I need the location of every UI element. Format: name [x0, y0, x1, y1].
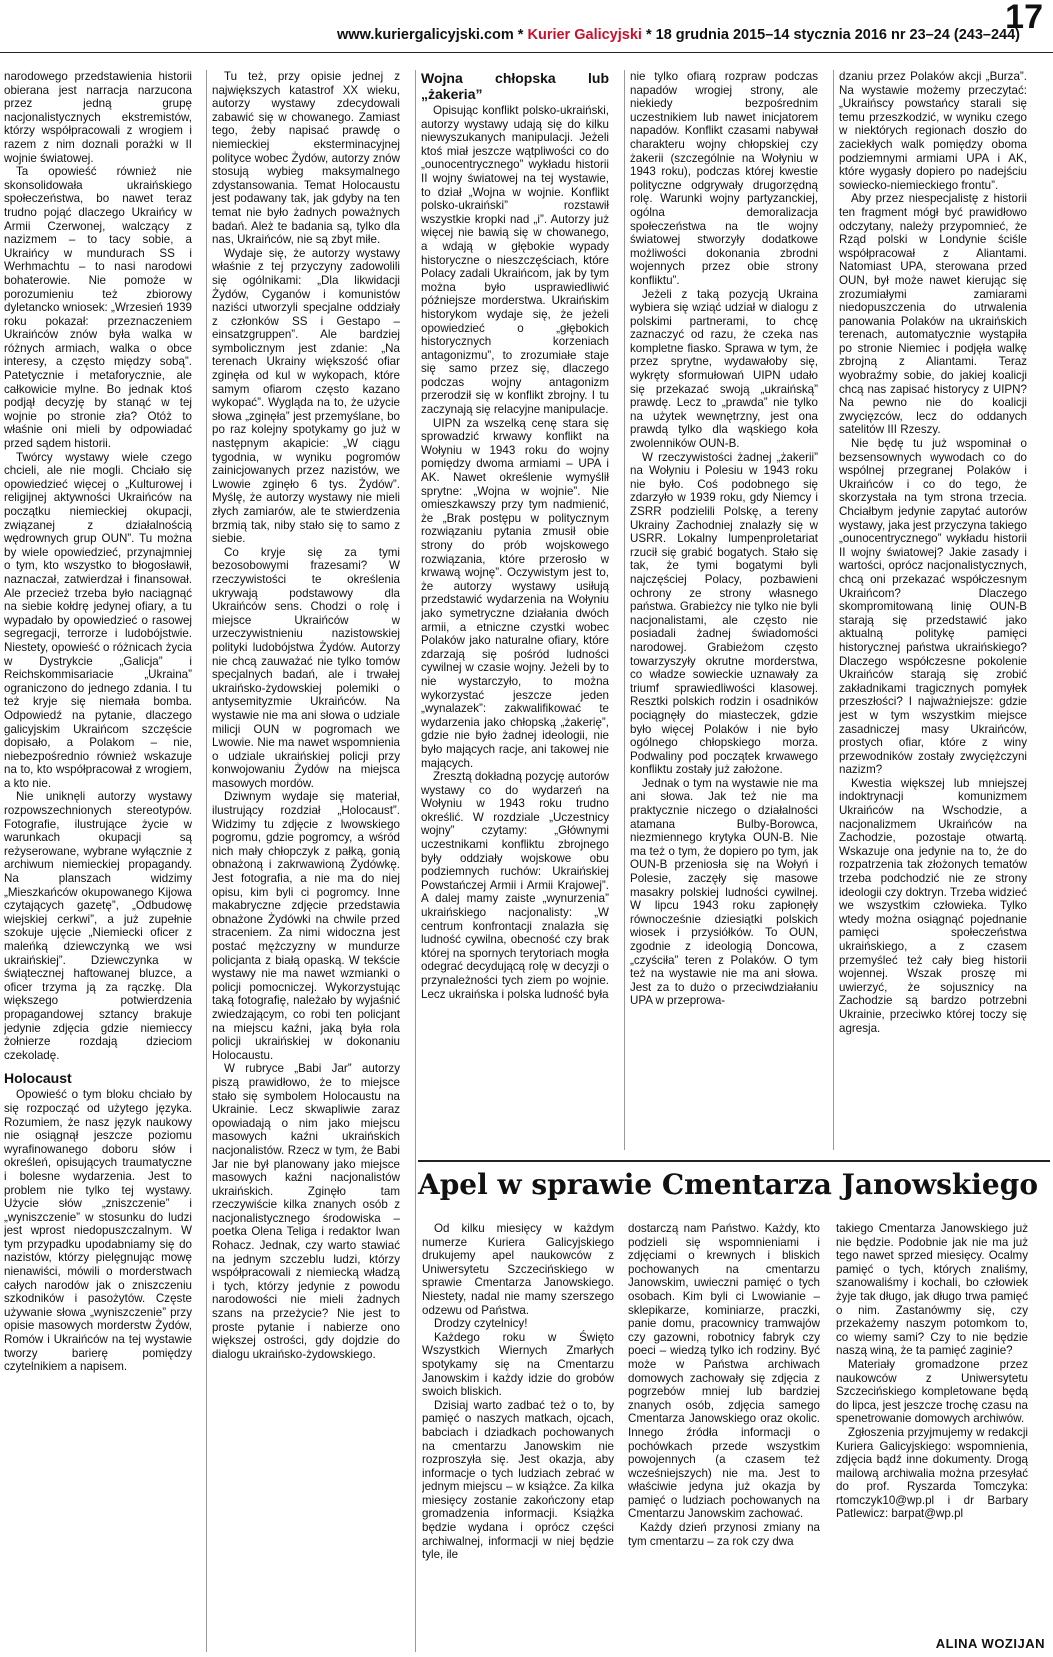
paragraph: narodowego przedstawienia historii obierana jest narracja narzucona przez jedną grupę nacjonalistycznych ekstremistów, którzy współpracowali z wrogiem i razem z nim doznali porażki w II wojnie światowej. [4, 70, 192, 165]
appeal-column-2 [628, 1222, 820, 1632]
paragraph: nie tylko ofiarą rozpraw podczas napadów wrogiej strony, ale niekiedy bezpośrednim uczestnikiem lub nawet inicjatorem napadów. Konflikt czasami nabywał charakteru wojny chłopskiej czy żakerii (szczególnie na Wołyniu w 1943 roku), podczas której kwestie polityczne odgrywały drugorzędną rolę. Warunki wojny partyzanckiej, ogólna demoralizacja społeczeństwa na tle wojny światowej stworzyły dodatkowe możliwości dokonania zbrodni wojennych przez obie strony konfliktu”. [630, 70, 818, 287]
paragraph: Drodzy czytelnicy! [434, 1317, 528, 1331]
paragraph: dzaniu przez Polaków akcji „Burza”. Na wystawie możemy przeczytać: „Ukraińscy powstańcy starali się temu przeszkodzić, w wyniku czego w niektórych regionach doszło do zaciekłych walk pomiędzy oboma podziemnymi armiami UPA i AK, które wygasły dopiero po nadejściu sowiecko-niemieckiego frontu”. [839, 70, 1027, 192]
paragraph: Zresztą dokładną pozycję autorów wystawy co do wydarzeń na Wołyniu w 1943 roku trudno określić. W rozdziale „Uczestnicy wojny” czytamy: „Głównymi uczestnikami konfliktu zbrojnego były oddziały wojskowe obu podziemnych ruchów: Ukraińskiej Powstańczej Armii i Armii Krajowej”. A dalej mamy zaiste „wynurzenia” ukraińskiego nacjonalisty: „W centrum konfrontacji znalazła się ludność cywilna, obecność czy brak której na spornych terytoriach mogła odegrać decydującą rolę w decyzji o przynależności tych ziem po wojnie. Lecz ukraińska i polska ludność była [421, 770, 609, 1001]
appeal-column-3 [836, 1222, 1028, 1632]
article-column-1 [4, 70, 192, 1652]
brand-name: Kurier Galicyjski [527, 27, 642, 43]
paragraph: Każdego roku w Święto Wszystkich Wiernych Zmarłych spotykamy się na Cmentarzu Janowskim i każdy idzie do grobów swoich bliskich. [422, 1330, 614, 1399]
author-signature: ALINA WOZIJAN [935, 1636, 1045, 1651]
paragraph: W rzeczywistości żadnej „żakerii” na Wołyniu i Polesiu w 1943 roku nie było. Coś podobnego się zdarzyło w 1939 roku, gdy Niemcy i ZSRR podzielili Polskę, a tereny Ukrainy Zachodniej znalazły się w USRR. Lokalny lumpenproletariat rzucił się grabić bogatych. Stało się tak, że tymi bogatymi byli najczęściej Polacy, pozbawieni ochrony ze strony własnego państwa. Grabieżcy nie tylko nie byli nacjonalistami, ale często nie posiadali żadnej świadomości narodowej. Grabieżom często towarzyszyły okrutne morderstwa, co władze sowieckie uznawały za triumf sprawiedliwości klasowej. Resztki polskich rodzin i osadników pociągnęły do miasteczek, gdzie było więcej Polaków i nie było ogólnego chłopskiego morza. Podwaliny pod początek krwawego konfliktu zostały już założone. [630, 450, 818, 777]
paragraph: Opowieść o tym bloku chciało by się rozpocząć od użytego języka. Rozumiem, że nasz język naukowy nie osiągnął jeszcze poziomu wyrafinowanego doboru słów i określeń, opisujących traumatyczne i bolesne wydarzenia. Jest to problem nie tylko tej wystawy. Użycie słów „zniszczenie” i „wyniszczenie” w stosunku do ludzi jest wprost niedopuszczalnym. W tym przypadku upodabniamy się do nazistów, którzy pielęgnując mowę nienawiści, mówili o morderstwach całych narodów jak o zniszczeniu szkodników i pasożytów. Częste używanie słowa „wyniszczenie” przy opisie masowych morderstw Żydów, Romów i Ukraińców na tej wystawie tworzy barierę pomiędzy czytelnikiem a napisem. [4, 1088, 192, 1374]
paragraph: Co kryje się za tymi bezosobowymi frazesami? W rzeczywistości te określenia ukrywają podstawowy dla Ukraińców sens. Chodzi o rolę i miejsce Ukraińców w urzeczywistnieniu nazistowskiej polityki ludobójstwa Żydów. Autorzy nie chcą zauważać nie tylko tomów specjalnych badań, ale i trwałej ukraińsko-żydowskiej polemiki o antysemityzmie Ukraińców. Na wystawie nie ma ani słowa o udziale milicji OUN w pogromach we Lwowie. Nie ma nawet wspomnienia o udziale ukraińskiej policji przy konwojowaniu Żydów na miejsca masowych mordów. [212, 545, 400, 790]
paragraph: Każdy dzień przynosi zmiany na tym cmentarzu – za rok czy dwa [628, 1521, 820, 1548]
column-divider [415, 70, 416, 1652]
section-heading: Holocaust [4, 1070, 72, 1087]
article-column-5 [839, 70, 1027, 1150]
article-column-3 [421, 70, 609, 1150]
paragraph: Kwestia większej lub mniejszej indoktrynacji komunizmem Ukraińców na Wschodzie, a nacjonalizmem Ukraińców na Zachodzie, pozostaje otwartą. Wskazuje ona jedynie na to, że do rozpatrzenia tak złożonych tematów trzeba podchodzić nie ze strony ideologii czy doktryn. Trzeba widzieć we wszystkim człowieka. Tylko wtedy można osiągnąć pojednanie pamięci społeczeństwa ukraińskiego, a z czasem przemyśleć też cały bieg historii wojennej. Wszak proszę mi uwierzyć, że sojusznicy na Zachodzie są bardzo potrzebni Ukrainie, przeciwko której toczy się agresja. [839, 776, 1027, 1035]
issue-info: 18 grudnia 2015–14 stycznia 2016 nr 23–24 (243–244) [655, 27, 1020, 43]
column-divider [624, 70, 625, 1150]
appeal-column-1 [422, 1222, 614, 1632]
site-url[interactable]: www.kuriergalicyjski.com [337, 27, 514, 43]
paragraph: Wydaje się, że autorzy wystawy właśnie z tej przyczyny zadowolili się ogólnikami: „Dla likwidacji Żydów, Cyganów i komunistów naziści utworzyli specjalne oddziały z członków SS i Gestapo – einsatzgruppen”. Ale bardziej symbolicznym jest zdanie: „Na terenach Ukrainy większość ofiar zginęła od kul w wykopach, które samym ofiarom często kazano wykopać”. Wygląda na to, że użycie słowa „zginęła” jest przemyślane, bo po raz kolejny spotykamy go już w następnym akapicie: „W ciągu tygodnia, w wyniku pogromów zainicjowanych przez nazistów, we Lwowie zginęło 6 tys. Żydów”. Myślę, że autorzy wystawy nie mieli złych zamiarów, ale te stwierdzenia brzmią tak, niby stało się to samo z siebie. [212, 246, 400, 546]
paragraph: Ta opowieść również nie skonsolidowała ukraińskiego społeczeństwa, bo nawet teraz trudno pojąć dlaczego Ukraińcy w Armii Czerwonej, walczący z nazizmem – to tacy sobie, a Ukraińcy w mundurach SS i Werhmachtu – to nasi narodowi bohaterowie. Nie pomoże w porozumieniu też zbiorowy dyletancko wniosek: „Wrzesień 1939 roku pokazał: przeznaczeniem Ukraińców znów była walka w różnych armiach, walka o obce interesy, a często między sobą”. Patetycznie i metaforycznie, ale całkowicie mylne. Bo jednak ktoś podjął decyzję by stanąć w tej wojnie po stronie zła? Otóż to właśnie oni mieli by odpowiadać przed sądem historii. [4, 165, 192, 451]
paragraph: Dziwnym wydaje się materiał, ilustrujący rozdział „Holocaust”. Widzimy tu zdjęcie z lwowskiego pogromu, gdzie pogromcy, a wśród nich mały chłopczyk z pałką, gonią obnażoną i zakrwawioną Żydówkę. Jest fotografia, a nie ma do niej opisu, kim byli ci pogromcy. Inne makabryczne zdjęcie przedstawia obnażone Żydówki na chwile przed straceniem. Za nimi widoczna jest postać mężczyzny w mundurze policjanta z białą opaską. W tekście wystawy nie ma nawet wzmianki o policji pomocniczej. Wykorzystując taką fotografię, należało by wyjaśnić zwiedzającym, co robi ten policjant na miejscu kaźni, jaką była rola policji ukraińskiej w dokonaniu Holocaustu. [212, 790, 400, 1062]
appeal-title: Apel w sprawie Cmentarza Janowskiego [418, 1160, 1050, 1208]
article-column-2 [212, 70, 400, 1652]
paragraph: Tu też, przy opisie jednej z największych katastrof XX wieku, autorzy wystawy zdecydowali zabawić się w chowanego. Zamiast tego, żeby napisać prawdę o niemieckiej eksterminacyjnej polityce wobec Żydów, autorzy znów stosują wybieg maksymalnego zdystansowania. Temat Holocaustu jest podawany tak, jak gdyby na ten temat nie było żadnych poważnych badań. Ależ te badania są, tylko dla nas, Ukraińców, nie są zbyt miłe. [212, 70, 400, 247]
column-divider [833, 70, 834, 1150]
appeal-box [418, 1160, 1050, 1652]
paragraph: Jeżeli z taką pozycją Ukraina wybiera się wziąć udział w dialogu z polskimi partnerami, to chcę zaznaczyć od razu, że czeka nas kompletne fiasko. Sprawa w tym, że przez sprytne, wydawałoby się, wykręty sformułowań UIPN udało się przekazać swoją „ukraińską” prawdę. Lecz to „prawda” nie tylko na użytek wewnętrzny, jest ona prawdą tylko dla wąskiego koła zwolenników OUN-B. [630, 287, 818, 451]
article-column-4 [630, 70, 818, 1150]
paragraph: Zgłoszenia przyjmujemy w redakcji Kuriera Galicyjskiego: wspomnienia, zdjęcia bądź inne dokumenty. Drogą mailową archiwalia można przesyłać do prof. Ryszarda Tomczyka: rtomczyk10@wp.pl i dr Barbary Patlewicz: barpat@wp.pl [836, 1425, 1028, 1521]
paragraph: Aby przez niespecjalistę z historii ten fragment mógł być prawidłowo odczytany, należy przypomnieć, że Rząd polski w Londynie ściśle współpracował z Aliantami. Natomiast UPA, sterowana przed OUN, był może nawet kierując się zrozumiałymi zamiarami niedopuszczenia do utrwalenia panowania Polaków na ukraińskich terenach, automatycznie wystąpiła po stronie Niemiec i podjęła walkę zbrojną z Aliantami. Teraz wyobraźmy sobie, do jakiej koalicji chcą nas zapisać historycy z UIPN? Na pewno nie do koalicji zwycięzców, lecz do oddanych satelitów III Rzeszy. [839, 192, 1027, 437]
paragraph: W rubryce „Babi Jar” autorzy piszą prawidłowo, że to miejsce stało się symbolem Holocaustu na Ukrainie. Lecz skwapliwie zaraz opowiadają o nim jako miejscu masowych kaźni ukraińskich nacjonalistów. Rzecz w tym, że Babi Jar nie był planowany jako miejsce masowych kaźni nacjonalistów ukraińskich. Zginęło tam rzeczywiście kilka znanych osób z nacjonalistycznego środowiska – poetka Olena Teliga i redaktor Iwan Rohacz. Jednak, czy warto stawiać na jednym szczeblu ludzi, którzy współpracowali z niemiecką władzą i tych, którzy jedynie z powodu narodowości nie mieli żadnych szans na przeżycie? Nie jest to proste pytanie i nabierze ono większej ostrości, gdy dojdzie do dialogu ukraińsko-żydowskiego. [212, 1062, 400, 1361]
paragraph: Dzisiaj warto zadbać też o to, by pamięć o naszych matkach, ojcach, babciach i dziadkach pochowanych na cmentarzu Janowskim nie rozproszyła się. Jest okazja, aby informacje o tych ludziach zebrać w jednym miejscu – w książce. Za kilka miesięcy zostanie zakończony etap gromadzenia informacji. Książka będzie wydana i oprócz części archiwalnej, informacji w niej będzie tyle, ile [422, 1398, 614, 1562]
paragraph: Nie będę tu już wspominał o bezsensownych wywodach co do wspólnej przegranej Polaków i Ukraińców i co do tego, że skorzystała na tym strona trzecia. Chciałbym jedynie zapytać autorów wystawy, jaka jest przyczyna takiego „ounocentrycznego” wykładu historii II wojny światowej? Jakie zasady i wartości, oprócz nacjonalistycznych, chcą oni przekazać współczesnym Ukraińcom? Dlaczego skompromitowaną linię OUN-B starają się przedstawić jako aktualną politykę pamięci historycznej państwa ukraińskiego? Dlaczego współczesne pokolenie Ukraińców starają się zrobić zakładnikami tragicznych pomyłek przeszłości? I najważniejsze: gdzie jest w tym wszystkim miejsce zasadniczej masy Ukraińców, prostych ofiar, które z winy przewodników zostały zwyciężczyni nazizm? [839, 437, 1027, 777]
paragraph: takiego Cmentarza Janowskiego już nie będzie. Podobnie jak nie ma już tego nawet sprzed miesięcy. Ocalmy pamięć o tych, których znaliśmy, szanowaliśmy i kochali, bo człowiek żyje tak długo, jak długo trwa pamięć o nim. Zastanówmy się, czy przekażemy naszym potomkom to, co wiemy sami? Czy to nie będzie naszą winą, że ta pamięć zaginie? [836, 1222, 1028, 1358]
paragraph: Od kilku miesięcy w każdym numerze Kuriera Galicyjskiego drukujemy apel naukowców z Uniwersytetu Szczecińskiego w sprawie Cmentarza Janowskiego. Niestety, nadal nie mamy szerszego odzewu od Państwa. [422, 1222, 614, 1317]
paragraph: dostarczą nam Państwo. Każdy, kto podzieli się wspomnieniami i zdjęciami o krewnych i bliskich pochowanych na cmentarzu Janowskim, uwieczni pamięć o tych osobach. Kim byli ci Lwowianie – sklepikarze, kominiarze, praczki, panie domu, pracownicy tramwajów czy gazowni, robotnicy fabryk czy poeci – wiedzą tylko ich rodziny. Być może w Państwa archiwach domowych zachowały się zdjęcia z pogrzebów mniej lub bardziej znanych osób, zdjęcia samego Cmentarza Janowskiego oraz okolic. Innego źródła informacji o pochówkach przede wszystkim powojennych (a czasem też wcześniejszych) nie ma. Jest to właściwie jedyna już okazja by pamięć o ludziach pochowanych na Cmentarzu Janowskim zachować. [628, 1222, 820, 1521]
page-header [0, 0, 1053, 53]
paragraph: Opisując konflikt polsko-ukraiński, autorzy wystawy udają się do kilku niewyszukanych manipulacji. Jeżeli ktoś miał jeszcze wątpliwości co do „ounocentrycznego” wykładu historii II wojny światowej na tej wystawie, to dział „Wojna w wojnie. Konflikt polsko-ukraiński” rozstawił wszystkie kropki nad „i”. Autorzy już więcej nie bawią się w chowanego, a wdają w głębokie wypady historyczne o nieszczęściach, które Polacy zadali Ukraińcom, jak by tym można było usprawiedliwić późniejsze morderstwa. Ukraińskim historykom wydaje się, że jeżeli opowiedzieć o „głębokich historycznych korzeniach antagonizmu”, to zrozumiałe staje się samo przez się, dlaczego podczas wojny antagonizm przerodził się w konflikt zbrojny. I tu zaczynają się relacyjne manipulacje. [421, 104, 609, 417]
paragraph: UIPN za wszelką cenę stara się sprowadzić krwawy konflikt na Wołyniu w 1943 roku do wojny pomiędzy dwoma armiami – UPA i AK. Nawet określenie wymyślił sprytne: „Wojna w wojnie”. Nie omieszkawszy przy tym nadmienić, że „Brak postępu w politycznym rozwiązaniu pytania zmusił obie strony do prób wojskowego rozwiązania, które przerosło w krwawą wojnę”. Oczywistym jest to, że autorzy wystawy usiłują przedstawić wydarzenia na Wołyniu jako symetryczne działania dwóch armii, a etniczne czystki wobec Polaków jako naturalne ofiary, które zdarzają się pośród ludności cywilnej w czasie wojny. Jeżeli by to nie wystarczyło, to można wykorzystać jeszcze jeden „wynalazek”: zakwalifikować te wydarzenia jako chłopską „żakerię”, gdzie nie było żadnej ideologii, nie było mających racje, ani takowej nie mających. [421, 416, 609, 770]
paragraph: Nie uniknęli autorzy wystawy rozpowszechnionych stereotypów. Fotografie, ilustrujące życie w warunkach okupacji są reżyserowane, wybrane wyłącznie z archiwum niemieckiej propagandy. Na planszach widzimy „Mieszkańców okupowanego Kijowa czytających gazetę”, „Odbudowę wiejskiej cerkwi”, a już zupełnie szokuje ujęcie „Niemiecki oficer z maleńką dziewczynką we wsi ukraińskiej”. Dziewczynka w świątecznej haftowanej bluzce, a oficer trzyma ją za rączkę. Dla większego potwierdzenia propagandowej sztancy brakuje jedynie zdjęcia gdzie niemieccy żołnierze rozdają dzieciom czekoladę. [4, 790, 192, 1062]
header-line: www.kuriergalicyjski.com * Kurier Galicyjski * 18 grudnia 2015–14 stycznia 2016 nr 23–24 (243–244) [337, 27, 1020, 43]
paragraph: Materiały gromadzone przez naukowców z Uniwersytetu Szczecińskiego kompletowane będą do lipca, jest jeszcze trochę czasu na spenetrowanie domowych archiwów. [836, 1357, 1028, 1426]
column-divider [206, 70, 207, 1652]
paragraph: Twórcy wystawy wiele czego chcieli, ale nie mogli. Chciało się opowiedzieć więcej o „Kulturowej i religijnej aktywności Ukraińców na początku niemieckiej okupacji, związanej z działalnością wędrownych grup OUN”. Tu można by wiele opowiedzieć, przynajmniej o tym, kto wszystko to błogosławił, naznaczał, zatwierdzał i finansował. Ale przecież trzeba było naciągnąć na siebie kołdrę jedynej ofiary, a tu wypadało by opowiedzieć o rasowej segregacji, terrorze i ludobójstwie. Niestety, opowieść o różnicach życia w Dystrykcie „Galicja” i Reichskommisariacie „Ukraina” ograniczono do jednego zdania. I tu też kryje się niemała bomba. Odpowiedź na pytanie, dlaczego galicyjskim Ukraińcom szczęście dopisało, a Polakom – nie, niebezpośrednio również wskazuje na to, kto współpracował z wrogiem, a kto nie. [4, 450, 192, 790]
paragraph: Jednak o tym na wystawie nie ma ani słowa. Jak też nie ma praktycznie niczego o działalności atamana Bulby-Borowca, niezmiennego krytyka OUN-B. Nie ma też o tym, że dopiero po tym, jak OUN-B przeniosła się na Wołyń i Polesie, zaczęły się masowe masakry polskiej ludności cywilnej. W lipcu 1943 roku zapłonęły równocześnie dziesiątki polskich wiosek i przysiółków. To OUN, zgodnie z ideologią Doncowa, „czyściła” teren z Polaków. O tym też na wystawie nie ma ani słowa. Jest za to dużo o przeciwdziałaniu UPA w przeprowa- [630, 776, 818, 1008]
section-heading: Wojna chłopska lub „żakeria” [421, 70, 609, 102]
page-number: 17 [1005, 0, 1043, 36]
